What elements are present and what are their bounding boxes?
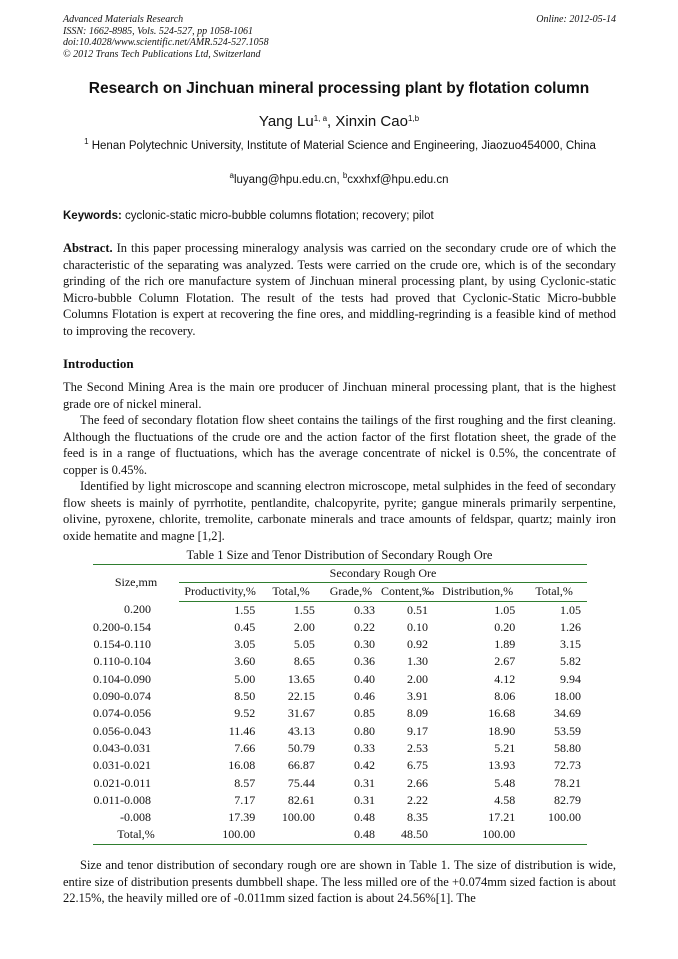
table-cell-grade: 0.85 [353, 706, 375, 721]
table-cell-total: 5.05 [293, 637, 315, 652]
author-line [30, 113, 648, 130]
table-row [93, 705, 587, 722]
table-cell-total2: 1.05 [560, 602, 581, 617]
keywords-label: Keywords: [63, 210, 122, 222]
table-cell-total2: 100.00 [548, 810, 581, 825]
table-row [93, 723, 587, 740]
table-cell-content: 48.50 [381, 826, 434, 844]
table-cell-size: Total,% [93, 826, 179, 844]
table-cell-size: 0.154-0.110 [93, 637, 151, 652]
column-header: Total,% [261, 583, 321, 601]
online-date: Online: 2012-05-14 [536, 14, 616, 25]
table-cell-total2: 72.73 [554, 758, 581, 773]
table-cell-productivity: 16.08 [228, 758, 256, 773]
table-cell-total: 82.61 [287, 792, 315, 807]
table-cell-distribution: 16.68 [488, 706, 516, 721]
email-line [30, 171, 648, 186]
copyright-line: © 2012 Trans Tech Publications Ltd, Switzerland [63, 48, 261, 60]
doi-line[interactable]: doi:10.4028/www.scientific.net/AMR.524-527.1058 [63, 37, 269, 48]
abstract-text: In this paper processing mineralogy analysis was carried on the secondary crude ore of which the characteristic of the separating was analyzed. Tests were carried on the crude ore, which is of the secondary grinding of the rich ore manufacture system of Jinchuan mineral processing plant, by using Cyclonic-static Micro-bubble Column Flotation. The result of the tests had proved that Cyclonic-Static Micro-bubble Columns Flotation is expert at recovering the fine ores, and middling-regrinding is a feasible kind of method to improving the recovery. [63, 241, 616, 338]
affiliation [70, 138, 610, 154]
table-cell-productivity: 8.50 [234, 689, 256, 704]
table-cell-distribution: 0.20 [494, 619, 516, 634]
table-cell-grade: 0.33 [353, 602, 375, 617]
table-cell-size: 0.021-0.011 [93, 775, 151, 790]
table-cell-total: 50.79 [287, 740, 315, 755]
email-superscript: a [229, 171, 234, 180]
table-cell-total2: 9.94 [560, 671, 581, 686]
table-row [93, 653, 587, 670]
table-cell-content: 2.53 [406, 740, 428, 755]
table-cell-content: 9.17 [406, 723, 428, 738]
author-superscript: 1, a [313, 114, 328, 123]
table-row [93, 636, 587, 653]
table-cell-grade: 0.22 [353, 619, 375, 634]
table-cell-size: 0.104-0.090 [93, 671, 151, 686]
table-cell-size: 0.043-0.031 [93, 740, 151, 755]
keywords [63, 210, 616, 222]
table-row [93, 740, 587, 757]
table-cell-content: 2.66 [406, 775, 428, 790]
table-cell-size: 0.031-0.021 [93, 758, 151, 773]
table-cell-total: 75.44 [287, 775, 315, 790]
table-cell-content: 2.00 [406, 671, 428, 686]
table-cell-size: 0.074-0.056 [93, 706, 151, 721]
table-cell-productivity: 7.66 [234, 740, 256, 755]
table-cell-total: 2.00 [293, 619, 315, 634]
table-cell-content: 1.30 [406, 654, 428, 669]
journal-header [63, 14, 616, 60]
table-cell-total: 22.15 [287, 689, 315, 704]
table-cell-content: 6.75 [406, 758, 428, 773]
table-row [93, 809, 587, 826]
journal-name: Advanced Materials Research [63, 14, 184, 25]
table-caption: Table 1 Size and Tenor Distribution of Secondary Rough Ore [186, 548, 493, 562]
column-header: Content,‰ [381, 583, 434, 601]
table-cell-productivity: 7.17 [234, 792, 256, 807]
section-heading: Introduction [63, 356, 134, 371]
table-cell-total2: 18.00 [554, 689, 581, 704]
table-cell-total2 [521, 826, 587, 844]
table-cell-total2: 3.15 [560, 637, 581, 652]
table-cell-productivity: 0.45 [234, 619, 256, 634]
table-cell-content: 0.10 [406, 619, 428, 634]
table-row [93, 792, 587, 809]
table-cell-distribution: 100.00 [434, 826, 521, 844]
table-cell-productivity: 3.05 [234, 637, 256, 652]
table-cell-grade: 0.31 [353, 775, 375, 790]
column-header: Grade,% [321, 583, 381, 601]
table-row [93, 619, 587, 636]
table-cell-content: 8.09 [406, 706, 428, 721]
table-cell-productivity: 3.60 [234, 654, 256, 669]
table-cell-size: 0.200-0.154 [93, 619, 151, 634]
table-cell-total: 66.87 [287, 758, 315, 773]
paragraph: The Second Mining Area is the main ore producer of Jinchuan mineral processing plant, that is the highest grade ore of nickel mineral. [63, 380, 616, 411]
affiliation-text: Henan Polytechnic University, Institute of Material Science and Engineering, Jiaozuo454000, China [91, 140, 596, 152]
table-cell-content: 0.92 [406, 637, 428, 652]
column-header: Total,% [521, 583, 587, 601]
table-cell-productivity: 9.52 [234, 706, 256, 721]
author-name: Yang Lu [258, 113, 314, 130]
table-cell-distribution: 8.06 [494, 689, 516, 704]
paragraph: Identified by light microscope and scanning electron microscope, metal sulphides in the feed of secondary flow sheets is mainly of pyrrhotite, pentlandite, chalcopyrite, pyrite; gangue minerals primarily serpentine, olivine, pyroxene, chlorite, tremolite, carbonate minerals and trace amounts of feldspar, quartz; mainly iron oxide hematite and magne [1,2]. [63, 479, 616, 543]
abstract-label: Abstract. [63, 241, 113, 255]
table-cell-grade: 0.48 [321, 826, 381, 844]
table-cell-size: 0.056-0.043 [93, 723, 151, 738]
table-cell-total2: 1.26 [560, 619, 581, 634]
size-header: Size,mm [93, 565, 179, 602]
issn-line: ISSN: 1662-8985, Vols. 524-527, pp 1058-1061 [63, 25, 253, 37]
table-cell-total: 31.67 [287, 706, 315, 721]
table-cell-productivity: 17.39 [228, 810, 256, 825]
table-cell-productivity: 100.00 [179, 826, 261, 844]
email-separator: , [336, 174, 343, 186]
table-cell-total: 1.55 [293, 602, 315, 617]
table-cell-productivity: 8.57 [234, 775, 256, 790]
table-cell-total: 8.65 [293, 654, 315, 669]
table-cell-total2: 34.69 [554, 706, 581, 721]
table-cell-total2: 53.59 [554, 723, 581, 738]
paragraph: The feed of secondary flotation flow sheet contains the tailings of the first roughing and the first cleaning. Although the fluctuations of the crude ore and the action factor of the first flotation sheet, the grade of the feed is in a range of fluctuations, which has the average concentrate of nickel is 0.5%, the concentrate of copper is 0.45%. [63, 413, 616, 477]
table-cell-distribution: 4.12 [494, 671, 516, 686]
table-cell-grade: 0.46 [353, 689, 375, 704]
table-cell-size: 0.090-0.074 [93, 689, 151, 704]
author-name: Xinxin Cao [335, 113, 408, 130]
table-cell-grade: 0.48 [353, 810, 375, 825]
table-row [93, 688, 587, 705]
table-cell-distribution: 17.21 [488, 810, 516, 825]
abstract [63, 240, 616, 339]
table-row [93, 757, 587, 774]
table-cell-total: 13.65 [287, 671, 315, 686]
size-tenor-table [93, 564, 587, 845]
table-cell-total2: 78.21 [554, 775, 581, 790]
paper-title: Research on Jinchuan mineral processing plant by flotation column [88, 80, 590, 97]
table-cell-grade: 0.33 [353, 740, 375, 755]
table-cell-grade: 0.30 [353, 637, 375, 652]
table-row [93, 775, 587, 792]
table-cell-grade: 0.40 [353, 671, 375, 686]
table-cell-distribution: 13.93 [488, 758, 516, 773]
table-cell-total2: 5.82 [560, 654, 581, 669]
table-cell-size: 0.011-0.008 [93, 792, 151, 807]
table-cell-productivity: 11.46 [228, 723, 256, 738]
table-cell-distribution: 1.05 [494, 602, 516, 617]
email-link[interactable]: luyang@hpu.edu.cn [233, 174, 337, 186]
group-header: Secondary Rough Ore [179, 565, 587, 583]
table-cell-total2: 82.79 [554, 792, 581, 807]
table-cell-distribution: 1.89 [494, 637, 516, 652]
table-cell-distribution: 2.67 [494, 654, 516, 669]
table-cell-content: 8.35 [406, 810, 428, 825]
table-cell-total [261, 826, 321, 844]
table-cell-total2: 58.80 [554, 740, 581, 755]
table-cell-productivity: 1.55 [234, 602, 256, 617]
column-header: Productivity,% [179, 583, 261, 601]
table-cell-distribution: 18.90 [488, 723, 516, 738]
table-cell-grade: 0.80 [353, 723, 375, 738]
column-header: Distribution,% [434, 583, 521, 601]
paragraph: Size and tenor distribution of secondary rough ore are shown in Table 1. The size of distribution is wide, entire size of distribution presents dumbbell shape. The less milled ore of the +0.074mm sized faction is about 22.15%, the heavily milled ore of -0.011mm sized faction is about 24.56%[1]. The [63, 858, 616, 905]
email-link[interactable]: cxxhxf@hpu.edu.cn [347, 174, 449, 186]
table-cell-size: 0.200 [124, 602, 151, 617]
table-total-row [93, 826, 587, 844]
affiliation-number: 1 [84, 137, 89, 146]
table-cell-total: 100.00 [281, 810, 315, 825]
table-cell-distribution: 5.21 [494, 740, 516, 755]
email-superscript: b [342, 171, 348, 180]
table-cell-size: 0.110-0.104 [93, 654, 151, 669]
table-cell-content: 2.22 [406, 792, 428, 807]
table-cell-content: 0.51 [406, 602, 428, 617]
table-cell-grade: 0.31 [353, 792, 375, 807]
table-cell-productivity: 5.00 [234, 671, 256, 686]
table-row [93, 601, 587, 619]
table-cell-size: -0.008 [120, 810, 151, 825]
table-cell-grade: 0.36 [353, 654, 375, 669]
table-cell-grade: 0.42 [353, 758, 375, 773]
table-cell-content: 3.91 [406, 689, 428, 704]
table-cell-distribution: 5.48 [494, 775, 516, 790]
author-separator: , [327, 113, 336, 130]
author-superscript: 1,b [407, 114, 420, 123]
table-cell-distribution: 4.58 [494, 792, 516, 807]
table-cell-total: 43.13 [287, 723, 315, 738]
table-row [93, 671, 587, 688]
keywords-text: cyclonic-static micro-bubble columns flotation; recovery; pilot [125, 210, 434, 222]
